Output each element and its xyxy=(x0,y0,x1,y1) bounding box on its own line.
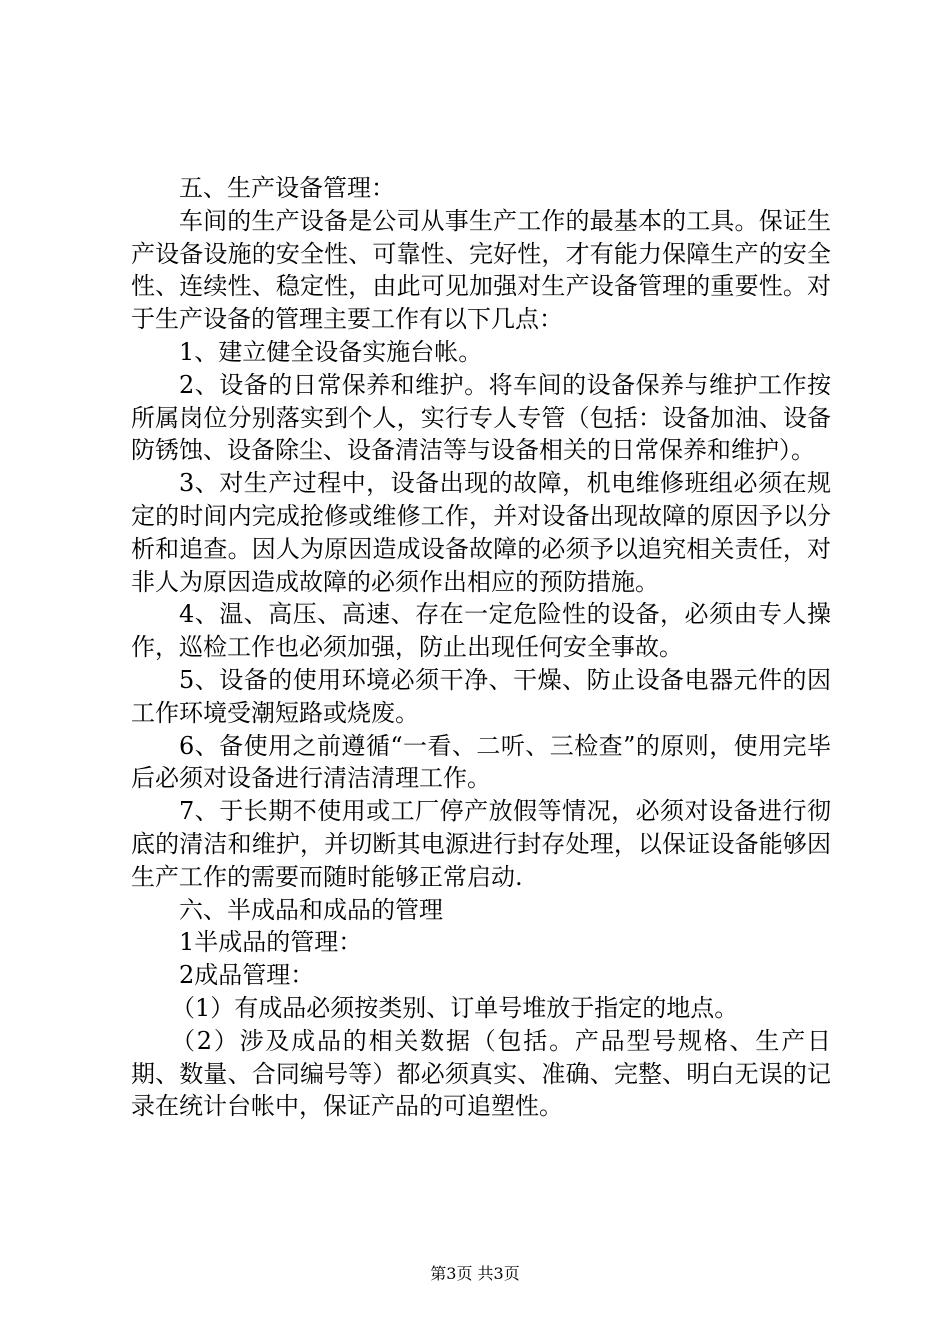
list-item-environment: 5、设备的使用环境必须干净、干燥、防止设备电器元件的因工作环境受潮短路或烧废。 xyxy=(131,665,831,727)
list-item-maintenance: 2、设备的日常保养和维护。将车间的设备保养与维护工作按所属岗位分别落实到个人，实行专人专管（包括：设备加油、设备防锈蚀、设备除尘、设备清洁等与设备相关的日常保养和维护）。 xyxy=(131,370,831,465)
list-item-hazardous-equipment: 4、温、高压、高速、存在一定危险性的设备，必须由专人操作，巡检工作也必须加强，防止出现任何安全事故。 xyxy=(131,600,831,662)
list-item-storage: （1）有成品必须按类别、订单号堆放于指定的地点。 xyxy=(171,993,739,1022)
subheading-semi-finished: 1半成品的管理： xyxy=(179,928,363,957)
list-item-faults: 3、对生产过程中，设备出现的故障，机电维修班组必须在规定的时间内完成抢修或维修工作，并对设备出现故障的原因予以分析和追查。因人为原因造成设备故障的必须予以追究相关责任，对非人为原因造成故障的必须作出相应的预防措施。 xyxy=(131,469,831,596)
section-heading-products: 六、半成品和成品的管理 xyxy=(179,895,443,924)
section-heading-equipment: 五、生产设备管理： xyxy=(179,174,395,202)
paragraph-intro: 车间的生产设备是公司从事生产工作的最基本的工具。保证生产设备设施的安全性、可靠性、完好性，才有能力保障生产的安全性、连续性、稳定性，由此可见加强对生产设备管理的重要性。对于生产设备的管理主要工作有以下几点： xyxy=(131,206,831,334)
list-item-inspection: 6、备使用之前遵循“一看、二听、三检查”的原则，使用完毕后必须对设备进行清洁清理工作。 xyxy=(131,731,831,793)
list-item-ledger: 1、建立健全设备实施台帐。 xyxy=(179,337,483,366)
list-item-records: （2）涉及成品的相关数据（包括。产品型号规格、生产日期、数量、合同编号等）都必须真实、准确、完整、明白无误的记录在统计台帐中，保证产品的可追塑性。 xyxy=(131,1026,831,1121)
document-body xyxy=(131,172,831,1123)
page-number-footer: 第3页 共3页 xyxy=(430,1264,520,1283)
subheading-finished: 2成品管理： xyxy=(179,961,315,990)
list-item-shutdown: 7、于长期不使用或工厂停产放假等情况，必须对设备进行彻底的清洁和维护，并切断其电源进行封存处理，以保证设备能够因生产工作的需要而随时能够正常启动. xyxy=(131,797,831,891)
